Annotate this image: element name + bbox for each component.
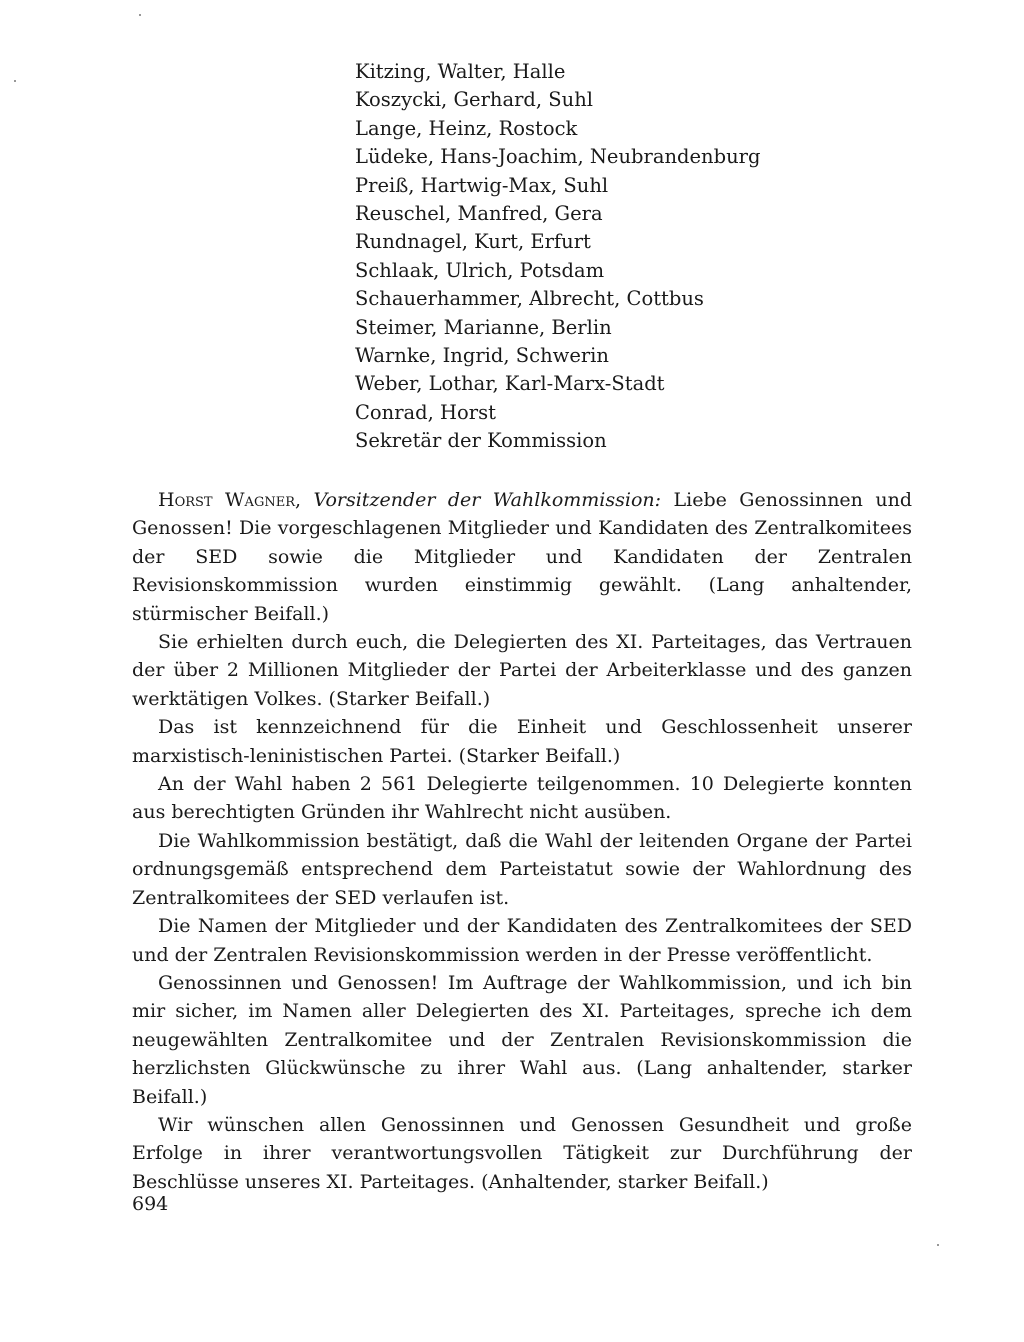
list-item: Rundnagel, Kurt, Erfurt: [355, 230, 591, 254]
list-item: Kitzing, Walter, Halle: [355, 60, 566, 83]
paragraph: Horst Wagner, Vorsitzender der Wahlkommission: Liebe Genossinnen und Genossen! Die vorgeschlagenen Mitglieder und Kandidaten des Zentralkomitees der SED sowie die Mitglieder und Kandidaten der Zentralen Revisionskommission wurden einstimmig gewählt. (Lang anhaltender, stürmischer Beifall.): [132, 489, 912, 625]
paragraph: Die Namen der Mitglieder und der Kandidaten des Zentralkomitees der SED und der Zentralen Revisionskommission werden in der Presse veröffentlicht.: [132, 915, 912, 966]
list-item: Weber, Lothar, Karl-Marx-Stadt: [355, 372, 665, 396]
paragraph: An der Wahl haben 2 561 Delegierte teilgenommen. 10 Delegierte konnten aus berechtigten Gründen ihr Wahlrecht nicht ausüben.: [132, 773, 912, 824]
list-item: Sekretär der Kommission: [355, 429, 607, 453]
list-item: Schauerhammer, Albrecht, Cottbus: [355, 287, 704, 311]
list-item: Schlaak, Ulrich, Potsdam: [355, 258, 605, 282]
scan-speck: [14, 80, 16, 82]
paragraph: Genossinnen und Genossen! Im Auftrage der Wahlkommission, und ich bin mir sicher, im Namen aller Delegierten des XI. Parteitages, spreche ich dem neugewählten Zentralkomitee und der Zentralen Revisionskommission die herzlichsten Glückwünsche zu ihrer Wahl aus. (Lang anhaltender, starker Beifall.): [132, 971, 912, 1108]
list-item: Preiß, Hartwig-Max, Suhl: [355, 173, 609, 197]
paragraph: Sie erhielten durch euch, die Delegierten des XI. Parteitages, das Vertrauen der über 2 Millionen Mitglieder der Partei der Arbeiterklasse und des ganzen werktätigen Volkes. (Starker Beifall.): [132, 631, 912, 710]
paragraph-text: Liebe Genossinnen und Genossen! Die vorgeschlagenen Mitglieder und Kandidaten des Zentralkomitees der SED sowie die Mitglieder und Kandidaten der Zentralen Revisionskommission wurden einstimmig gewählt. (Lang anhaltender, stürmischer Beifall.): [132, 489, 912, 625]
list-item: Lüdeke, Hans-Joachim, Neubrandenburg: [355, 145, 761, 169]
paragraph: Die Wahlkommission bestätigt, daß die Wahl der leitenden Organe der Partei ordnungsgemäß entsprechend dem Parteistatut sowie der Wahlordnung des Zentralkomitees der SED verlaufen ist.: [132, 829, 912, 909]
scan-speck: [139, 14, 141, 16]
list-item: Steimer, Marianne, Berlin: [355, 315, 612, 339]
speaker-name: Horst Wagner: [158, 489, 295, 511]
paragraph: Wir wünschen allen Genossinnen und Genossen Gesundheit und große Erfolge in ihrer verantwortungsvollen Tätigkeit zur Durchführung der Beschlüsse unseres XI. Parteitages. (Anhaltender, starker Beifall.): [132, 1113, 912, 1193]
list-item: Conrad, Horst: [355, 400, 496, 424]
speaker-role: Vorsitzender der Wahlkommission:: [313, 489, 662, 511]
speech-text: [132, 486, 912, 1196]
list-item: Koszycki, Gerhard, Suhl: [355, 88, 593, 112]
list-item: Reuschel, Manfred, Gera: [355, 202, 603, 226]
list-item: Warnke, Ingrid, Schwerin: [355, 344, 609, 368]
paragraph: Das ist kennzeichnend für die Einheit und Geschlossenheit unserer marxistisch-leninistischen Partei. (Starker Beifall.): [132, 716, 912, 767]
scan-speck: [937, 1244, 939, 1246]
commission-member-list: [355, 58, 760, 456]
list-item: Lange, Heinz, Rostock: [355, 116, 578, 140]
page-number: 694: [132, 1193, 169, 1215]
